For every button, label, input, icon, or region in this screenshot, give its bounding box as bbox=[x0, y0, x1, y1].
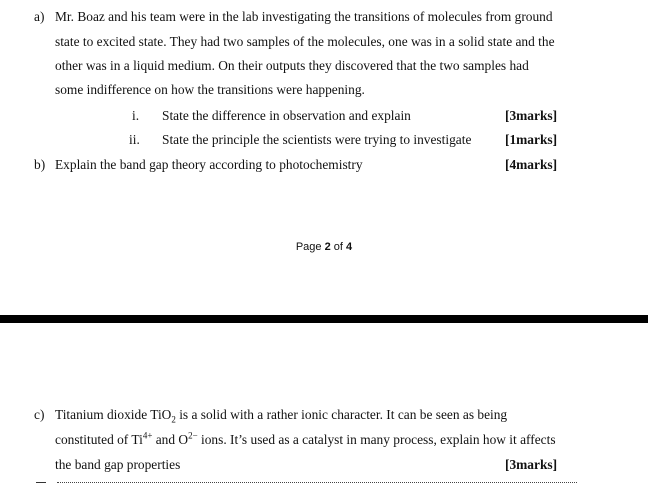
question-c-line-3: the band gap properties bbox=[55, 457, 181, 472]
question-b-marks: [4marks] bbox=[505, 157, 558, 172]
subscript-2: 2 bbox=[171, 414, 176, 425]
cut-off-next-line bbox=[0, 481, 648, 485]
question-b-label: b) bbox=[34, 157, 46, 172]
page-label: Page bbox=[295, 241, 322, 253]
sub-question-ii-text: State the principle the scientists were trying to investigate bbox=[162, 132, 472, 147]
question-a-label: a) bbox=[34, 9, 45, 24]
page-footer bbox=[0, 240, 648, 254]
question-a-line-2: state to excited state. They had two samples of the molecules, one was in a solid state and the bbox=[55, 34, 555, 49]
superscript-o-charge: 2− bbox=[188, 430, 198, 441]
question-c-line-1: Titanium dioxide TiO$_2$ is a solid with a rather ionic character. It can be seen as being bbox=[55, 407, 508, 425]
total-pages-number: 4 bbox=[346, 241, 353, 253]
question-c-line-2: constituted of $Ti^{4+}$ and $O^{2-}$ ions. It’s used as a catalyst in many process, explain how it affects bbox=[55, 430, 556, 447]
current-page-number: 2 bbox=[324, 241, 331, 253]
sub-question-ii-numeral: ii. bbox=[129, 132, 140, 147]
sub-question-i-numeral: i. bbox=[132, 108, 140, 123]
question-c-label: c) bbox=[34, 407, 45, 422]
sub-question-i-text: State the difference in observation and explain bbox=[162, 108, 411, 123]
sub-question-i-marks: [3marks] bbox=[505, 108, 558, 123]
question-b-text: Explain the band gap theory according to photochemistry bbox=[55, 157, 363, 172]
question-a-line-3: other was in a liquid medium. On their outputs they discovered that the two samples had bbox=[55, 58, 529, 73]
question-c-marks: [3marks] bbox=[505, 457, 558, 472]
sub-question-ii-marks: [1marks] bbox=[505, 132, 558, 147]
page-of-label: of bbox=[333, 241, 343, 253]
superscript-ti-charge: 4+ bbox=[142, 430, 153, 441]
question-a-line-4: some indifference on how the transitions were happening. bbox=[55, 82, 365, 97]
question-a-line-1: Mr. Boaz and his team were in the lab investigating the transitions of molecules from ground bbox=[55, 9, 553, 24]
page-break-divider bbox=[0, 315, 648, 323]
